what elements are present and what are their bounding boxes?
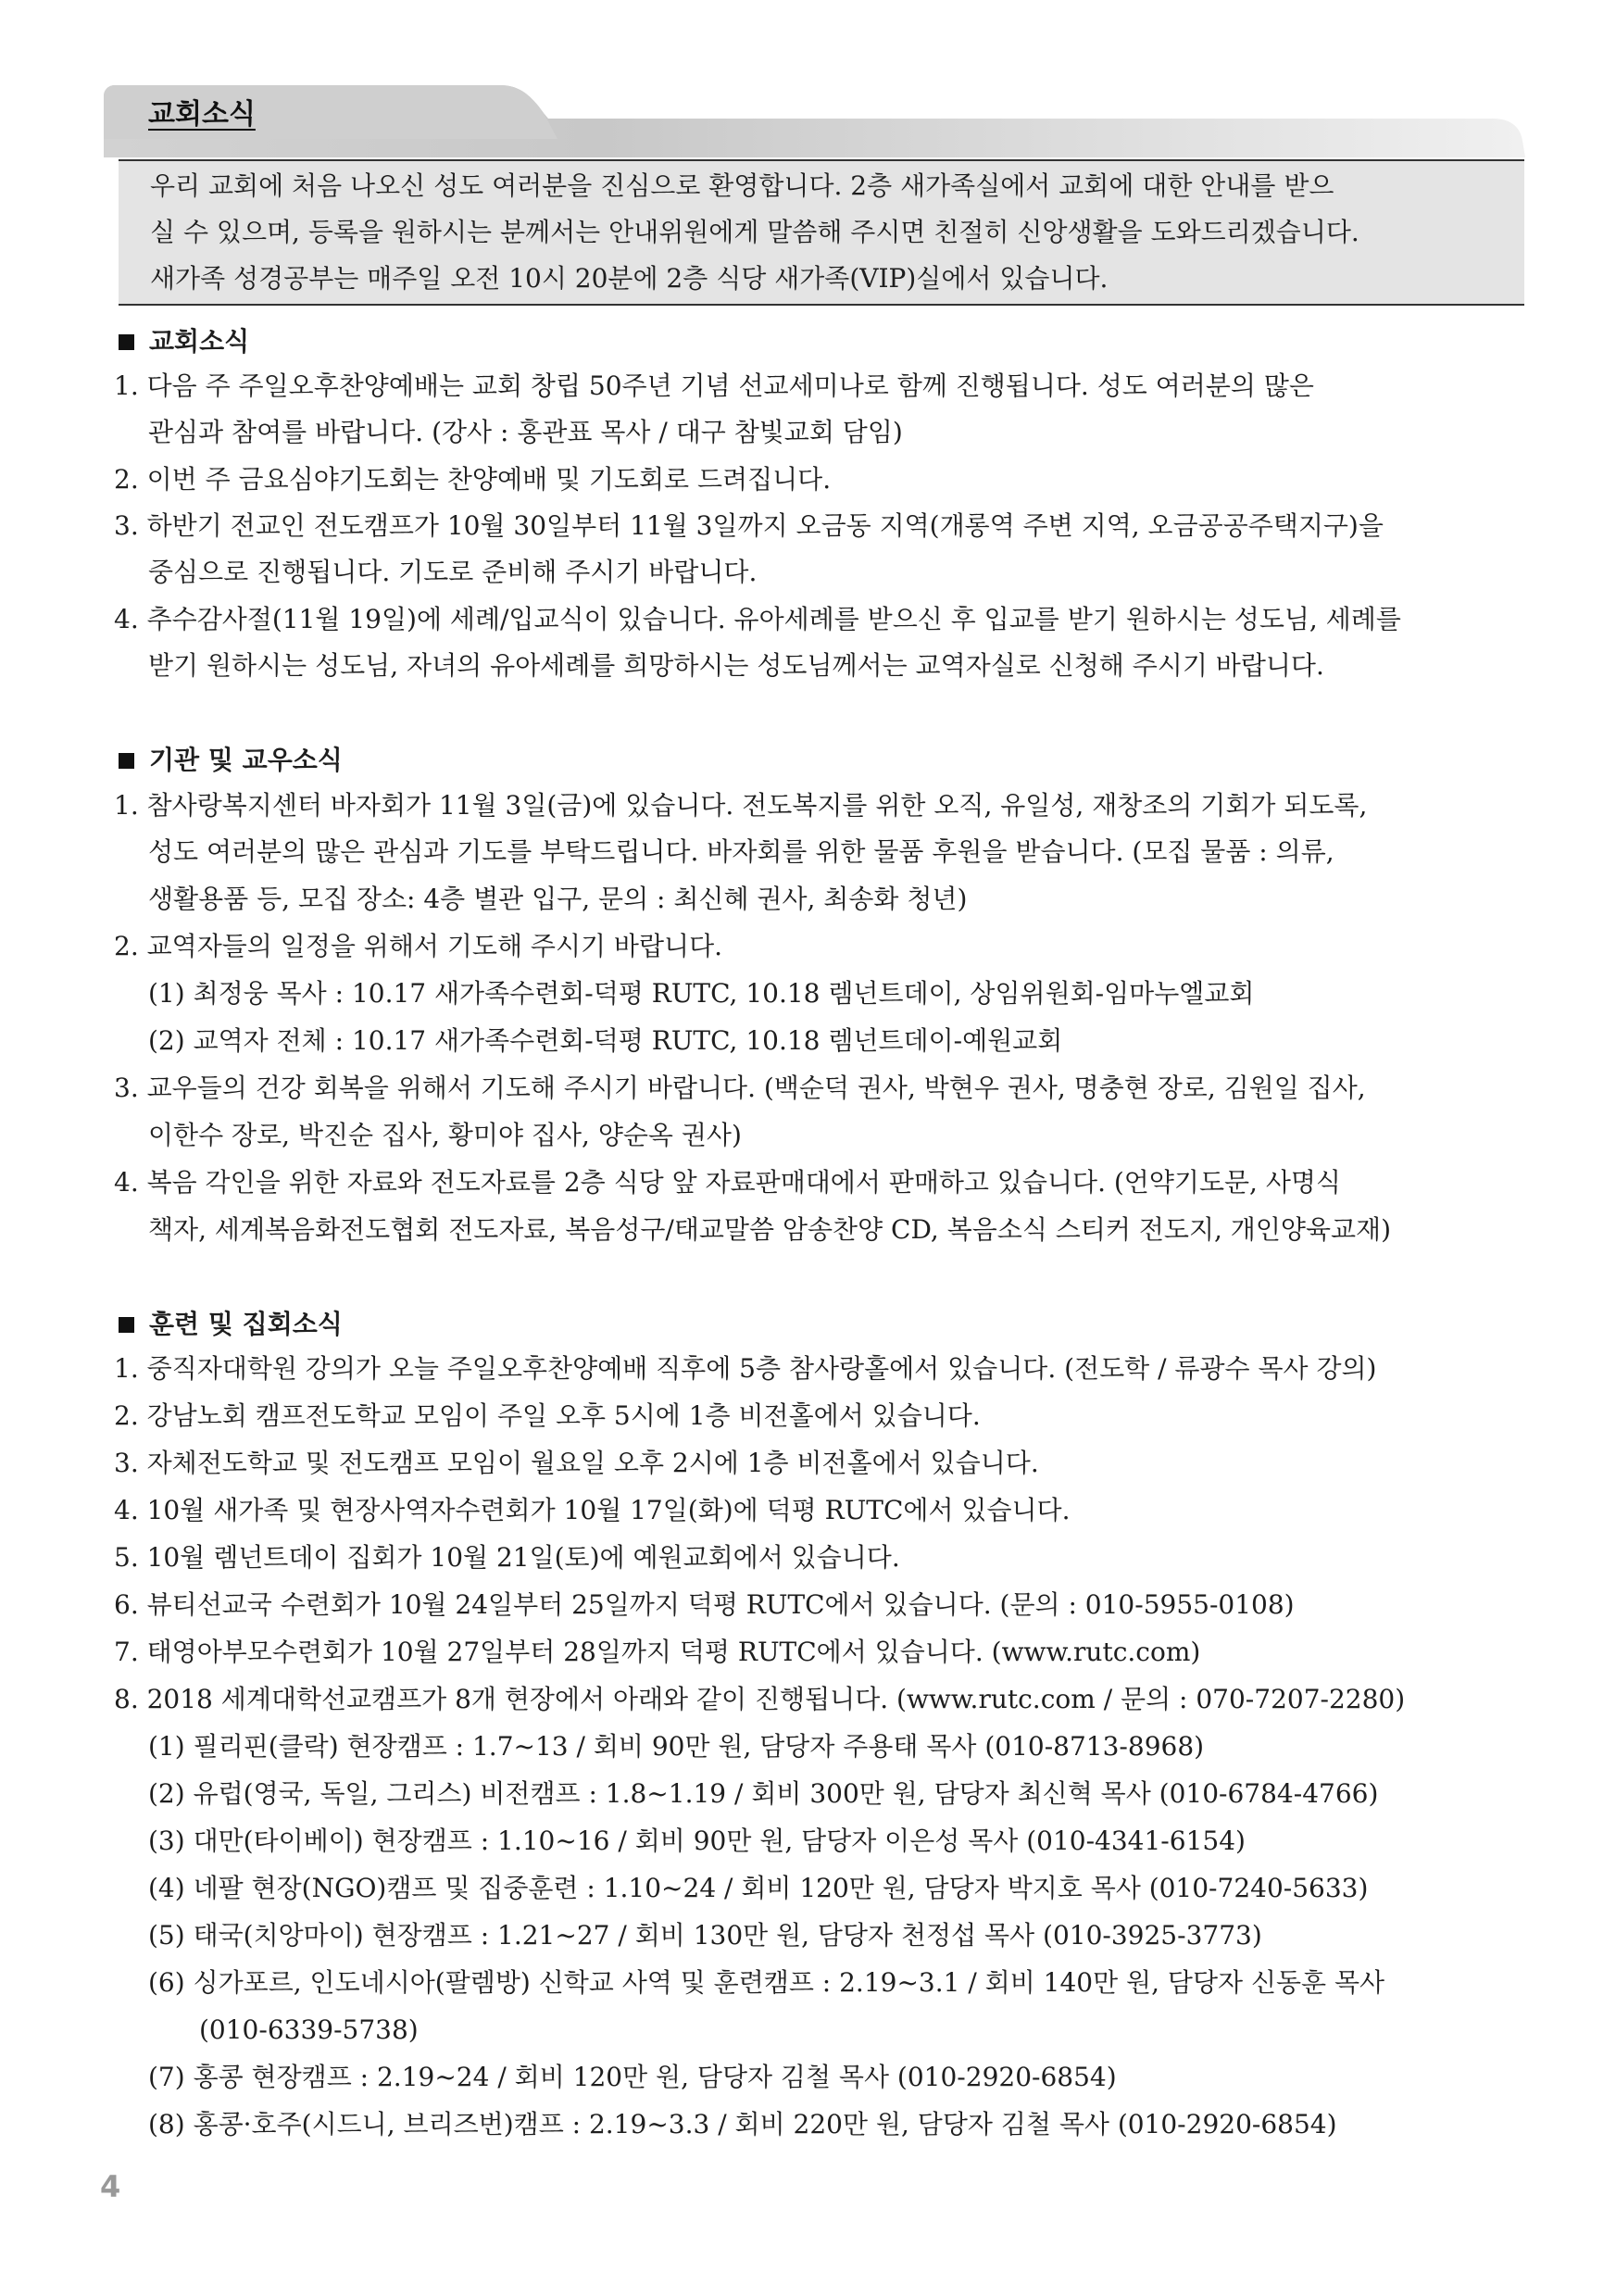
list-item: 2. 강남노회 캠프전도학교 모임이 주일 오후 5시에 1층 비전홀에서 있습니다. — [114, 1400, 981, 1431]
list-item: 4. 10월 새가족 및 현장사역자수련회가 10월 17일(화)에 덕평 RUTC에서 있습니다. — [114, 1495, 1071, 1525]
list-item: (2) 유럽(영국, 독일, 그리스) 비전캠프 : 1.8~1.19 / 회비 300만 원, 담당자 최신혁 목사 (010-6784-4766) — [148, 1778, 1379, 1809]
section-heading-text: 교회소식 — [149, 326, 250, 357]
section-header-tab — [104, 85, 1525, 157]
list-item: 3. 하반기 전교인 전도캠프가 10월 30일부터 11월 3일까지 오금동 지역(개롱역 주변 지역, 오금공공주택지구)을 — [114, 510, 1384, 541]
section-heading-text: 기관 및 교우소식 — [149, 745, 343, 775]
list-item: 4. 복음 각인을 위한 자료와 전도자료를 2층 식당 앞 자료판매대에서 판매하고 있습니다. (언약기도문, 사명식 — [114, 1167, 1341, 1198]
list-item: 5. 10월 렘넌트데이 집회가 10월 21일(토)에 예원교회에서 있습니다. — [114, 1542, 900, 1573]
list-item: 6. 뷰티선교국 수련회가 10월 24일부터 25일까지 덕평 RUTC에서 있습니다. (문의 : 010-5955-0108) — [114, 1589, 1295, 1620]
list-item: 3. 교우들의 건강 회복을 위해서 기도해 주시기 바랍니다. (백순덕 권사, 박현우 권사, 명충현 장로, 김원일 집사, — [114, 1073, 1366, 1103]
list-item: (4) 네팔 현장(NGO)캠프 및 집중훈련 : 1.10~24 / 회비 120만 원, 담당자 박지호 목사 (010-7240-5633) — [148, 1873, 1369, 1903]
list-item: 2. 이번 주 금요심야기도회는 찬양예배 및 기도회로 드려집니다. — [114, 464, 832, 495]
list-item: 8. 2018 세계대학선교캠프가 8개 현장에서 아래와 같이 진행됩니다. (www.rutc.com / 문의 : 070-7207-2280) — [114, 1684, 1406, 1714]
list-item: 관심과 참여를 바랍니다. (강사 : 홍관표 목사 / 대구 참빛교회 담임) — [148, 417, 903, 447]
list-item: (1) 필리핀(클락) 현장캠프 : 1.7~13 / 회비 90만 원, 담당자 주용태 목사 (010-8713-8968) — [148, 1731, 1205, 1762]
page-number: 4 — [100, 2169, 121, 2204]
section-heading-text: 훈련 및 집회소식 — [149, 1309, 343, 1339]
list-item: 1. 참사랑복지센터 바자회가 11월 3일(금)에 있습니다. 전도복지를 위한 오직, 유일성, 재창조의 기회가 되도록, — [114, 790, 1368, 821]
list-item: (8) 홍콩·호주(시드니, 브리즈번)캠프 : 2.19~3.3 / 회비 220만 원, 담당자 김철 목사 (010-2920-6854) — [148, 2109, 1337, 2139]
square-bullet-icon — [119, 1317, 134, 1333]
list-item: 이한수 장로, 박진순 집사, 황미야 집사, 양순옥 권사) — [148, 1120, 742, 1150]
section-heading-church-news — [119, 323, 249, 360]
list-item: (010-6339-5738) — [199, 2014, 419, 2045]
list-item: 1. 중직자대학원 강의가 오늘 주일오후찬양예배 직후에 5층 참사랑홀에서 있습니다. (전도학 / 류광수 목사 강의) — [114, 1353, 1377, 1384]
list-item: 생활용품 등, 모집 장소: 4층 별관 입구, 문의 : 최신혜 권사, 최송화 청년) — [148, 884, 968, 914]
list-item: (2) 교역자 전체 : 10.17 새가족수련회-덕평 RUTC, 10.18 렘넌트데이-예원교회 — [148, 1025, 1063, 1056]
intro-line: 새가족 성경공부는 매주일 오전 10시 20분에 2층 식당 새가족(VIP)실에서 있습니다. — [150, 263, 1109, 294]
list-item: 7. 태영아부모수련회가 10월 27일부터 28일까지 덕평 RUTC에서 있습니다. (www.rutc.com) — [114, 1637, 1201, 1667]
intro-line: 실 수 있으며, 등록을 원하시는 분께서는 안내위원에게 말씀해 주시면 친절히 신앙생활을 도와드리겠습니다. — [150, 217, 1359, 247]
section-heading-training-news — [119, 1306, 343, 1343]
section-heading-organization-news — [119, 742, 343, 779]
list-item: 3. 자체전도학교 및 전도캠프 모임이 월요일 오후 2시에 1층 비전홀에서 있습니다. — [114, 1448, 1039, 1478]
list-item: (7) 홍콩 현장캠프 : 2.19~24 / 회비 120만 원, 담당자 김철 목사 (010-2920-6854) — [148, 2062, 1117, 2092]
header-tab-shape — [104, 85, 1525, 157]
list-item: (5) 태국(치앙마이) 현장캠프 : 1.21~27 / 회비 130만 원, 담당자 천정섭 목사 (010-3925-3773) — [148, 1920, 1262, 1951]
list-item: (6) 싱가포르, 인도네시아(팔렘방) 신학교 사역 및 훈련캠프 : 2.19~3.1 / 회비 140만 원, 담당자 신동훈 목사 — [148, 1967, 1385, 1998]
list-item: 1. 다음 주 주일오후찬양예배는 교회 창립 50주년 기념 선교세미나로 함께 진행됩니다. 성도 여러분의 많은 — [114, 370, 1314, 401]
list-item: 2. 교역자들의 일정을 위해서 기도해 주시기 바랍니다. — [114, 931, 723, 961]
list-item: 책자, 세계복음화전도협회 전도자료, 복음성구/태교말씀 암송찬양 CD, 복음소식 스티커 전도지, 개인양육교재) — [148, 1214, 1392, 1245]
list-item: (3) 대만(타이베이) 현장캠프 : 1.10~16 / 회비 90만 원, 담당자 이은성 목사 (010-4341-6154) — [148, 1826, 1246, 1856]
list-item: 성도 여러분의 많은 관심과 기도를 부탁드립니다. 바자회를 위한 물품 후원을 받습니다. (모집 물품 : 의류, — [148, 836, 1334, 867]
list-item: 중심으로 진행됩니다. 기도로 준비해 주시기 바랍니다. — [148, 557, 758, 587]
list-item: (1) 최정웅 목사 : 10.17 새가족수련회-덕평 RUTC, 10.18 렘넌트데이, 상임위원회-임마누엘교회 — [148, 978, 1255, 1009]
square-bullet-icon — [119, 753, 134, 769]
page-title: 교회소식 — [148, 98, 256, 131]
square-bullet-icon — [119, 334, 134, 350]
list-item: 4. 추수감사절(11월 19일)에 세례/입교식이 있습니다. 유아세례를 받으신 후 입교를 받기 원하시는 성도님, 세례를 — [114, 604, 1401, 634]
intro-line: 우리 교회에 처음 나오신 성도 여러분을 진심으로 환영합니다. 2층 새가족실에서 교회에 대한 안내를 받으 — [150, 170, 1334, 201]
list-item: 받기 원하시는 성도님, 자녀의 유아세례를 희망하시는 성도님께서는 교역자실로 신청해 주시기 바랍니다. — [148, 650, 1324, 681]
